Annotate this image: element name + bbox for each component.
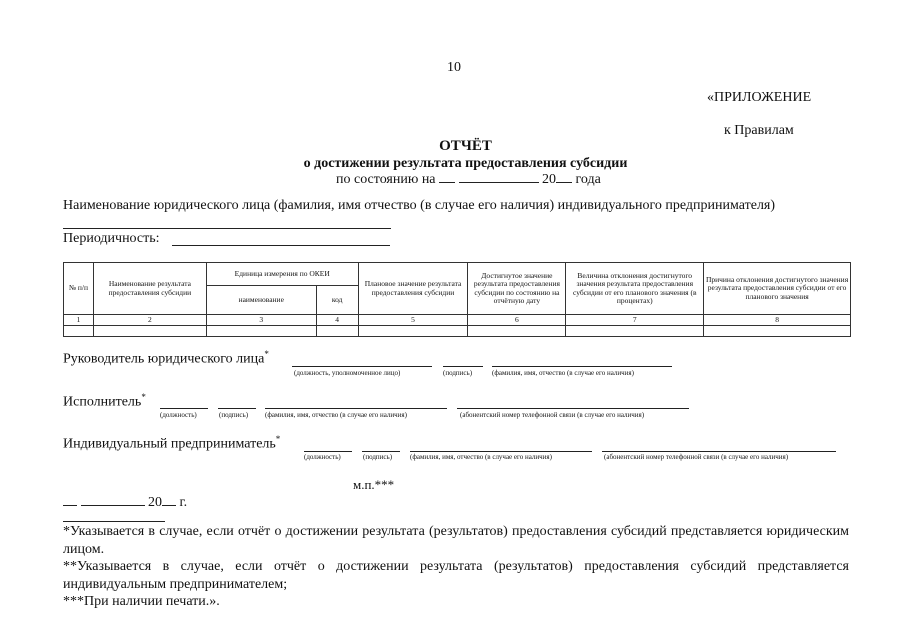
executor-signature-blank[interactable] — [218, 397, 256, 409]
table-cell[interactable] — [206, 326, 316, 337]
report-subtitle: о достижении результата предоставления субсидии — [303, 156, 628, 171]
day-blank[interactable] — [439, 182, 455, 183]
appendix-label: «ПРИЛОЖЕНИЕ — [707, 90, 812, 105]
col-number: 6 — [468, 315, 566, 326]
executor-phone-blank[interactable] — [457, 397, 689, 409]
head-star: * — [264, 349, 269, 359]
col-number-row — [64, 315, 851, 326]
th-achieved: Достигнутое значение результата предоставления субсидии по состоянию на отчётную дату — [468, 263, 566, 315]
head-cap-signature: (подпись) — [443, 369, 473, 377]
as-of-year-suffix: года — [575, 172, 601, 187]
col-number: 2 — [93, 315, 206, 326]
date-line — [63, 495, 187, 511]
as-of-year-prefix: 20 — [542, 172, 557, 187]
table-cell[interactable] — [93, 326, 206, 337]
head-signature-blank[interactable] — [443, 355, 483, 367]
entrepreneur-signature-blank[interactable] — [362, 440, 400, 452]
date-month-blank[interactable] — [81, 505, 145, 506]
executor-name-blank[interactable] — [265, 397, 447, 409]
col-number: 8 — [704, 315, 851, 326]
th-unit-name: наименование — [206, 286, 316, 315]
table-cell[interactable] — [566, 326, 704, 337]
th-result-name: Наименование результата предоставления субсидии — [93, 263, 206, 315]
entrepreneur-position-blank[interactable] — [304, 440, 352, 452]
footnotes — [63, 523, 849, 611]
col-number: 3 — [206, 315, 316, 326]
th-planned: Плановое значение результата предоставления субсидии — [358, 263, 468, 315]
th-deviation: Величина отклонения достигнутого значения результата предоставления субсидии от его планового значения (в процентах) — [566, 263, 704, 315]
th-unit: Единица измерения по ОКЕИ — [206, 263, 358, 286]
results-table — [63, 262, 851, 337]
executor-cap-signature: (подпись) — [219, 411, 249, 419]
entrepreneur-cap-position: (должность) — [304, 453, 341, 461]
th-unit-code: код — [316, 286, 358, 315]
table-cell[interactable] — [64, 326, 94, 337]
th-num: № п/п — [64, 263, 94, 315]
entrepreneur-label — [63, 434, 280, 453]
table-row — [64, 326, 851, 337]
footnote-3: ***При наличии печати.». — [63, 594, 220, 609]
col-number: 1 — [64, 315, 94, 326]
head-cap-position: (должность, уполномоченное лицо) — [294, 369, 401, 377]
entity-name-label: Наименование юридического лица (фамилия, имя отчество (в случае его наличия) индивидуального предпринимателя) — [63, 198, 776, 213]
date-year-prefix: 20 — [148, 495, 162, 510]
year-blank[interactable] — [556, 182, 572, 183]
executor-label — [63, 392, 146, 411]
periodicity-blank[interactable] — [172, 233, 390, 246]
executor-cap-phone: (абонентский номер телефонной связи (в случае его наличия) — [460, 411, 645, 419]
page-number: 10 — [447, 60, 461, 75]
report-title: ОТЧЁТ — [439, 138, 492, 154]
executor-star: * — [141, 392, 146, 402]
executor-cap-name: (фамилия, имя, отчество (в случае его наличия) — [265, 411, 407, 419]
seal-mark: м.п.*** — [353, 477, 395, 492]
entrepreneur-cap-name: (фамилия, имя, отчество (в случае его наличия) — [410, 453, 552, 461]
table-cell[interactable] — [316, 326, 358, 337]
entrepreneur-star: * — [275, 434, 281, 444]
col-number: 7 — [566, 315, 704, 326]
footnote-2: **Указывается в случае, если отчёт о достижении результата (результатов) предоставления субсидий представляется индивидуальным предпринимателем; — [63, 559, 849, 592]
rules-label: к Правилам — [724, 123, 794, 138]
entity-name-blank[interactable] — [63, 216, 391, 229]
head-cap-name: (фамилия, имя, отчество (в случае его наличия) — [492, 369, 634, 377]
executor-cap-position: (должность) — [160, 411, 197, 419]
footnote-1: *Указывается в случае, если отчёт о достижении результата (результатов) предоставления субсидий представляется юридическим лицом. — [63, 524, 849, 557]
col-number: 4 — [316, 315, 358, 326]
th-reason: Причина отклонения достигнутого значения результата предоставления субсидии от его планового значения — [704, 263, 851, 315]
head-label — [63, 349, 269, 368]
head-label-text: Руководитель юридического лица — [63, 351, 265, 367]
date-year-blank[interactable] — [162, 505, 176, 506]
date-year-suffix: г. — [179, 495, 188, 510]
col-number: 5 — [358, 315, 468, 326]
executor-label-text: Исполнитель — [63, 394, 142, 410]
as-of-line — [336, 172, 601, 188]
entrepreneur-name-blank[interactable] — [410, 440, 592, 452]
entrepreneur-cap-phone: (абонентский номер телефонной связи (в случае его наличия) — [604, 453, 789, 461]
entrepreneur-phone-blank[interactable] — [602, 440, 836, 452]
table-cell[interactable] — [468, 326, 566, 337]
as-of-prefix: по состоянию на — [336, 172, 436, 187]
table-cell[interactable] — [704, 326, 851, 337]
head-position-blank[interactable] — [292, 355, 432, 367]
entrepreneur-label-text: Индивидуальный предприниматель — [63, 436, 276, 452]
date-day-blank[interactable] — [63, 505, 77, 506]
month-blank[interactable] — [459, 182, 539, 183]
head-name-blank[interactable] — [492, 355, 672, 367]
periodicity-label: Периодичность: — [63, 231, 160, 246]
entrepreneur-cap-signature: (подпись) — [363, 453, 393, 461]
footnote-divider — [63, 521, 165, 522]
table-cell[interactable] — [358, 326, 468, 337]
executor-position-blank[interactable] — [160, 397, 208, 409]
